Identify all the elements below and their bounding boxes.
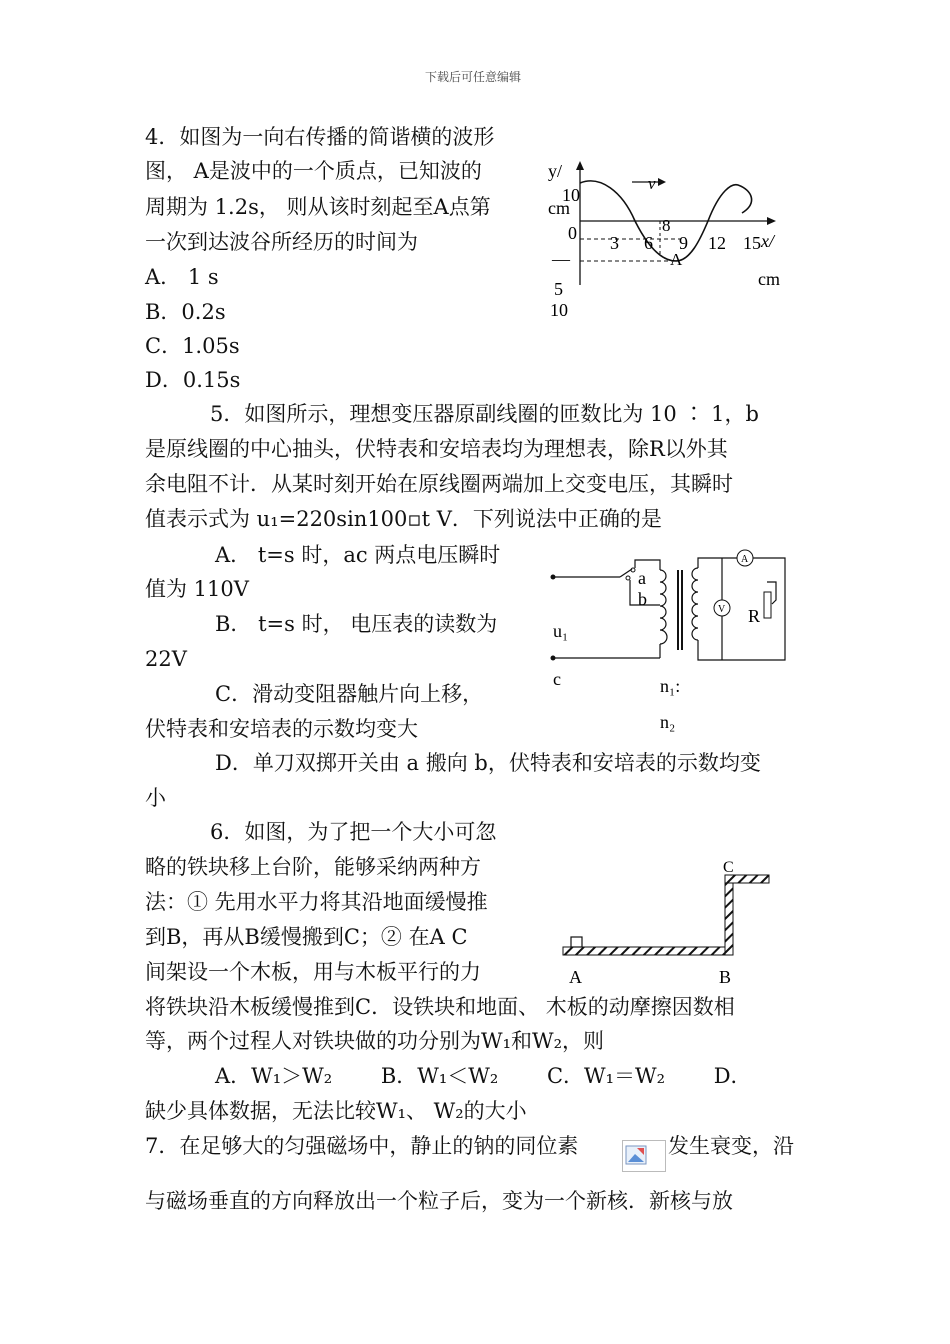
rheostat xyxy=(764,592,771,618)
q6-options: A．W₁＞W₂ B．W₁＜W₂ C．W₁＝W₂ D． xyxy=(215,1064,752,1088)
q6-option-d: 缺少具体数据，无法比较W₁、 W₂的大小 xyxy=(145,1099,527,1123)
y-axis-arrow xyxy=(576,161,584,170)
q6-line-4: 到B，再从B缓慢搬到C；② 在A C xyxy=(145,925,468,949)
q5-option-d-1: D．单刀双掷开关由 a 搬向 b，伏特表和安培表的示数均变 xyxy=(215,751,761,775)
step-top xyxy=(725,875,769,883)
label-u1: u₁ xyxy=(553,621,569,641)
q5-line-1: 5．如图所示，理想变压器原副线圈的匝数比为 10 ∶ 1，b xyxy=(210,402,759,426)
iron-block xyxy=(571,937,582,947)
neg-ten-label: 10 xyxy=(550,300,568,320)
q5-option-a-2: 值为 110V xyxy=(145,577,249,601)
x-axis-arrow xyxy=(767,217,776,225)
voltmeter-label: V xyxy=(718,604,726,615)
q5-line-3: 余电阻不计．从某时刻开始在原线圈两端加上交变电压，其瞬时 xyxy=(145,472,733,496)
broken-image-icon xyxy=(625,1145,647,1165)
page-header: 下载后可任意编辑 xyxy=(425,70,522,84)
switch-contact-b xyxy=(626,576,630,580)
label-c: C xyxy=(723,859,734,876)
x-label: x/ xyxy=(761,231,774,251)
q4-line-1: 4．如图为一向右传播的简谐横的波形 xyxy=(145,125,495,149)
x-tick-6: 6 xyxy=(644,233,653,253)
q6-line-7: 等，两个过程人对铁块做的功分别为W₁和W₂，则 xyxy=(145,1029,605,1053)
x-tick-9: 9 xyxy=(679,233,688,253)
label-n1: n₁: xyxy=(660,676,681,696)
label-n2: n₂ xyxy=(660,712,676,732)
q5-option-a-1: A． t=s 时，ac 两点电压瞬时 xyxy=(215,543,501,567)
secondary-coil xyxy=(692,568,698,640)
q6-line-3: 法：① 先用水平力将其沿地面缓慢推 xyxy=(145,890,488,914)
origin-label: 0 xyxy=(568,223,577,243)
step-figure xyxy=(555,850,785,990)
x-tick-15: 15 xyxy=(743,233,761,253)
step-wall xyxy=(725,875,733,955)
switch-blade xyxy=(620,569,632,577)
label-b: B xyxy=(719,967,732,987)
label-c: c xyxy=(553,669,561,689)
q4-option-d: D．0.15s xyxy=(145,368,241,392)
q5-line-4: 值表示式为 u₁=220sin100▫t V．下列说法中正确的是 xyxy=(145,507,662,531)
y-label-2: cm xyxy=(548,198,570,218)
y-label-1: y/ xyxy=(548,161,563,181)
q5-line-2: 是原线圈的中心抽头，伏特表和安培表均为理想表，除R以外其 xyxy=(145,437,728,461)
switch-contact-a xyxy=(631,568,635,572)
q5-option-b-1: B． t=s 时， 电压表的读数为 xyxy=(215,612,498,636)
point-a-label: A xyxy=(670,250,683,269)
q7-line-1b: 发生衰变，沿 xyxy=(668,1134,794,1158)
neg-five-label: 5 xyxy=(554,279,563,299)
y-top-label: 10 xyxy=(562,185,580,205)
label-b: b xyxy=(638,589,647,609)
label-r: R xyxy=(748,606,761,626)
q6-line-5: 间架设一个木板，用与木板平行的力 xyxy=(145,960,481,984)
tick-eight-label: 8 xyxy=(662,216,671,235)
primary-coil xyxy=(660,570,667,644)
q4-option-c: C．1.05s xyxy=(145,334,240,358)
secondary-loop xyxy=(698,558,785,660)
isotope-image-placeholder xyxy=(622,1140,666,1172)
velocity-label: v xyxy=(648,174,656,193)
q5-option-d-2: 小 xyxy=(145,786,166,810)
minus-sign: — xyxy=(552,249,570,269)
label-a: a xyxy=(638,568,646,588)
velocity-arrowhead xyxy=(658,178,666,186)
q4-line-3: 周期为 1.2s， 则从该时刻起至A点第 xyxy=(145,195,491,219)
transformer-figure xyxy=(540,540,800,740)
ammeter-label: A xyxy=(741,554,749,565)
q4-option-b: B．0.2s xyxy=(145,300,226,324)
q6-line-1: 6．如图，为了把一个大小可忽 xyxy=(210,820,497,844)
wave-figure xyxy=(540,155,800,325)
ground xyxy=(563,947,733,955)
x-unit-label: cm xyxy=(758,269,780,289)
x-tick-12: 12 xyxy=(708,233,726,253)
q7-line-1a: 7．在足够大的匀强磁场中，静止的钠的同位素 xyxy=(145,1134,579,1158)
q4-line-4: 一次到达波谷所经历的时间为 xyxy=(145,230,418,254)
q7-line-2: 与磁场垂直的方向释放出一个粒子后，变为一个新核．新核与放 xyxy=(145,1189,733,1213)
q5-option-c-1: C．滑动变阻器触片向上移， xyxy=(215,682,484,706)
q6-line-2: 略的铁块移上台阶，能够采纳两种方 xyxy=(145,855,481,879)
q4-line-2: 图， A是波中的一个质点，已知波的 xyxy=(145,159,482,183)
q4-option-a: A． 1 s xyxy=(145,265,219,289)
q5-option-b-2: 22V xyxy=(145,647,187,671)
q5-option-c-2: 伏特表和安培表的示数均变大 xyxy=(145,717,418,741)
x-tick-3: 3 xyxy=(610,233,619,253)
label-a: A xyxy=(569,967,582,987)
q6-line-6: 将铁块沿木板缓慢推到C．设铁块和地面、 木板的动摩擦因数相 xyxy=(145,995,735,1019)
